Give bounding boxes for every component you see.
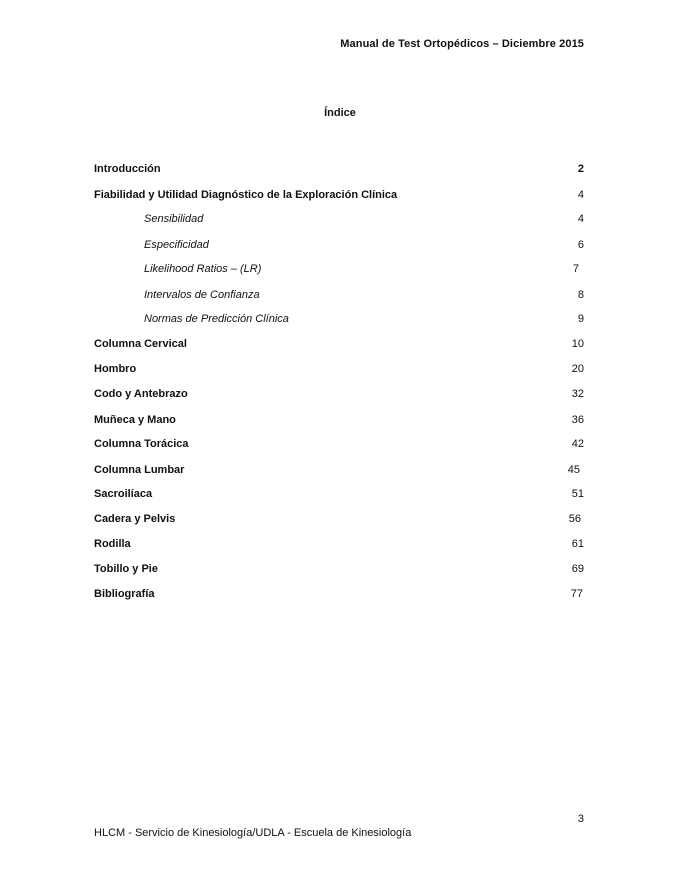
toc-entry-page: 45 <box>567 464 580 476</box>
toc-entry-page: 32 <box>571 388 584 400</box>
toc-entry-page: 4 <box>577 189 584 201</box>
toc-entry-sensibilidad <box>0 213 680 229</box>
toc-entry-label: Rodilla <box>94 538 131 550</box>
toc-entry-page: 36 <box>571 414 584 426</box>
toc-entry-page: 4 <box>577 213 584 225</box>
toc-entry-page: 10 <box>571 338 584 350</box>
toc-entry-label: Fiabilidad y Utilidad Diagnóstico de la Exploración Clínica <box>94 189 398 201</box>
toc-entry-columna-toracica <box>0 438 680 454</box>
toc-entry-hombro <box>0 363 680 379</box>
toc-entry-rodilla <box>0 538 680 554</box>
toc-entry-page: 20 <box>571 363 584 375</box>
toc-entry-label: Columna Cervical <box>94 338 187 350</box>
toc-entry-columna-lumbar <box>0 464 680 480</box>
toc-entry-label: Muñeca y Mano <box>94 414 176 426</box>
toc-entry-label: Tobillo y Pie <box>94 563 158 575</box>
toc-entry-page: 7 <box>572 263 579 275</box>
toc-entry-label: Bibliografía <box>94 588 155 600</box>
toc-entry-muneca <box>0 414 680 430</box>
toc-entry-codo <box>0 388 680 404</box>
toc-entry-page: 42 <box>571 438 584 450</box>
toc-entry-page: 2 <box>577 163 584 175</box>
toc-entry-label: Introducción <box>94 163 161 175</box>
toc-entry-tobillo <box>0 563 680 579</box>
toc-entry-intervalos <box>0 289 680 305</box>
toc-entry-label: Columna Lumbar <box>94 464 185 476</box>
toc-entry-page: 6 <box>577 239 584 251</box>
toc-entry-page: 8 <box>577 289 584 301</box>
toc-entry-normas <box>0 313 680 329</box>
toc-entry-label: Columna Torácica <box>94 438 189 450</box>
toc-entry-introduccion <box>0 163 680 179</box>
toc-entry-columna-cervical <box>0 338 680 354</box>
toc-entry-label: Codo y Antebrazo <box>94 388 188 400</box>
toc-entry-page: 61 <box>571 538 584 550</box>
toc-entry-label: Hombro <box>94 363 137 375</box>
toc-entry-especificidad <box>0 239 680 255</box>
toc-entry-page: 69 <box>571 563 584 575</box>
toc-entry-label: Sensibilidad <box>144 213 204 225</box>
toc-entry-likelihood-ratios <box>0 263 680 279</box>
toc-entry-page: 9 <box>577 313 584 325</box>
page-number: 3 <box>577 813 584 825</box>
toc-entry-label: Normas de Predicción Clínica <box>144 313 289 325</box>
toc-title: Índice <box>324 107 356 119</box>
toc-entry-bibliografia <box>0 588 680 604</box>
toc-entry-cadera <box>0 513 680 529</box>
toc-entry-page: 51 <box>571 488 584 500</box>
toc-entry-label: Sacroilíaca <box>94 488 153 500</box>
toc-entry-fiabilidad <box>0 189 680 205</box>
toc-entry-page: 56 <box>568 513 581 525</box>
footer-text: HLCM - Servicio de Kinesiología/UDLA - Escuela de Kinesiología <box>94 827 412 839</box>
toc-entry-label: Especificidad <box>144 239 209 251</box>
toc-entry-page: 77 <box>570 588 583 600</box>
toc-entry-label: Intervalos de Confianza <box>144 289 260 301</box>
toc-entry-label: Likelihood Ratios – (LR) <box>144 263 262 275</box>
header-title: Manual de Test Ortopédicos – Diciembre 2015 <box>340 38 584 50</box>
toc-entry-label: Cadera y Pelvis <box>94 513 176 525</box>
toc-entry-sacroiliaca <box>0 488 680 504</box>
